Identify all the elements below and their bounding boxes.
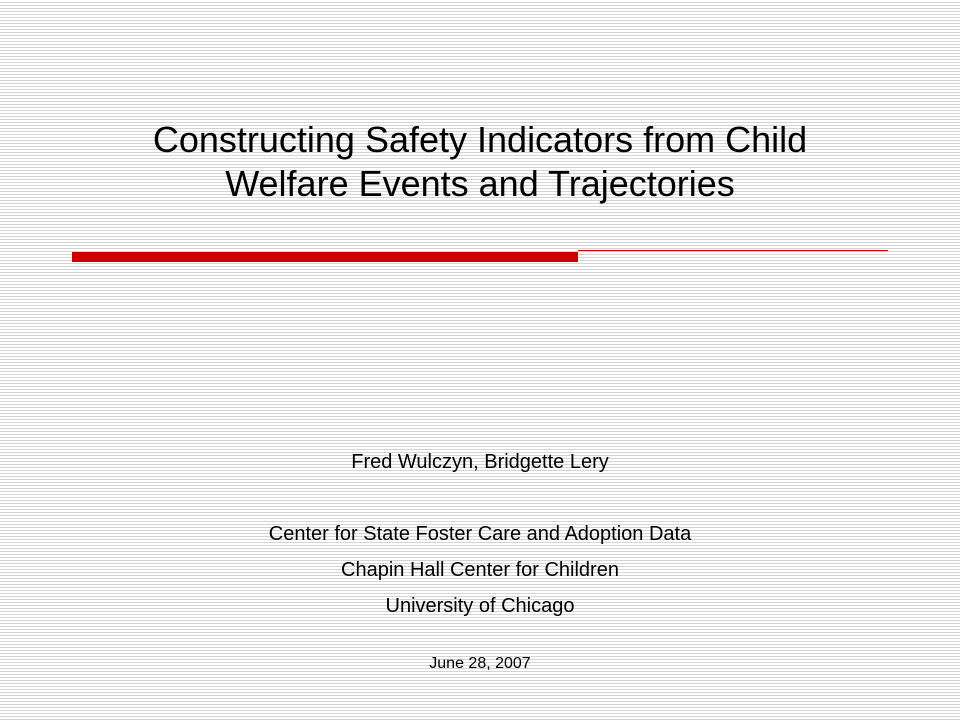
affiliation-university: University of Chicago xyxy=(385,595,575,617)
accent-rule-thin xyxy=(578,250,888,251)
slide-title xyxy=(60,118,900,206)
presentation-date: June 28, 2007 xyxy=(429,655,531,672)
affiliations-block xyxy=(0,516,960,624)
title-line-2: Welfare Events and Trajectories xyxy=(225,163,735,204)
affiliation-chapin-hall: Chapin Hall Center for Children xyxy=(341,559,619,581)
accent-rule-thick xyxy=(72,252,578,262)
affiliation-center: Center for State Foster Care and Adoption Data xyxy=(268,523,692,545)
title-line-1: Constructing Safety Indicators from Child xyxy=(152,119,808,160)
authors-text: Fred Wulczyn, Bridgette Lery xyxy=(351,451,609,473)
